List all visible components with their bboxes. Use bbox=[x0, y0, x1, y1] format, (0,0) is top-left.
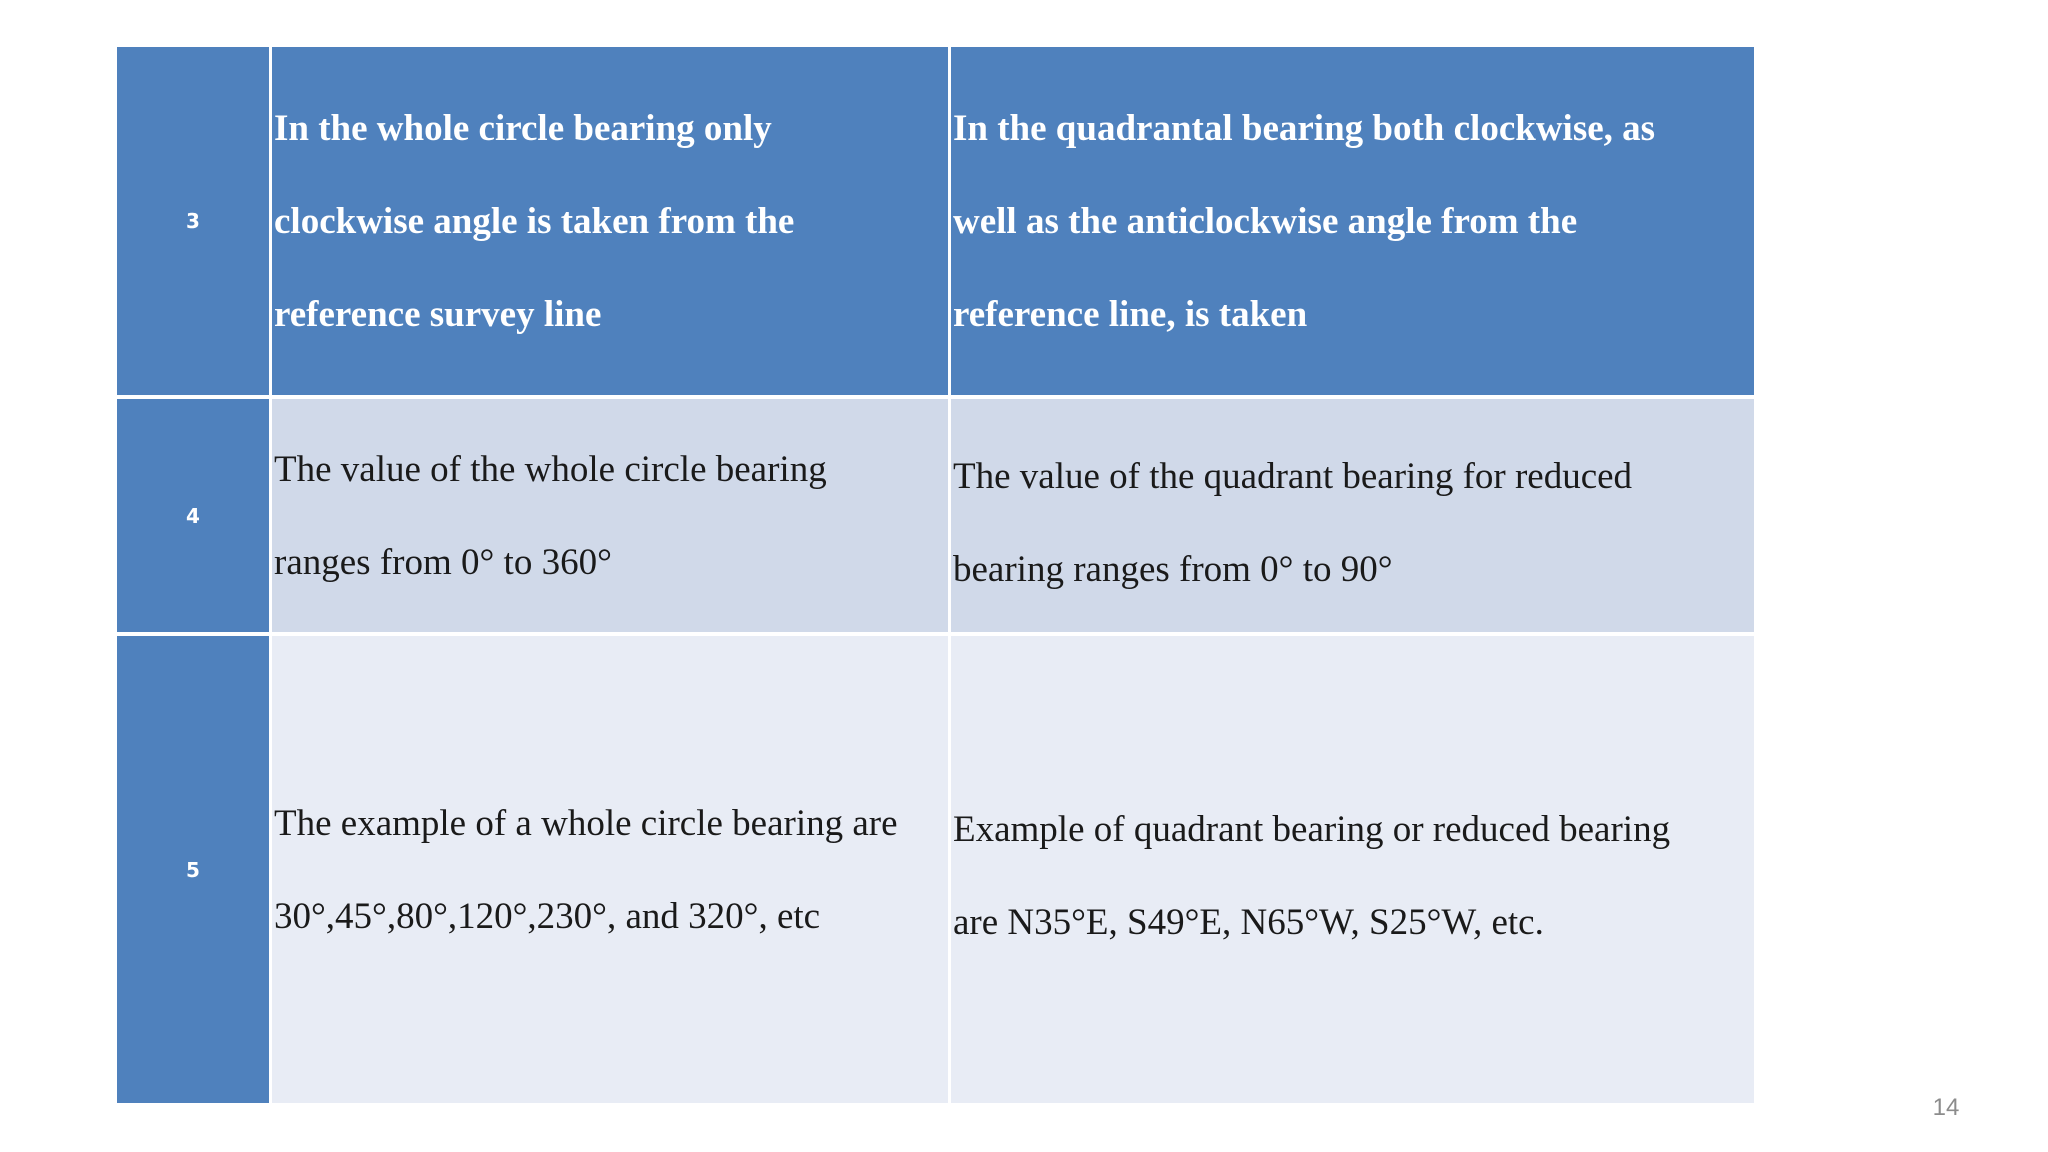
quadrantal-bearing-cell bbox=[951, 399, 1754, 632]
text-line: The example of a whole circle bearing are bbox=[274, 802, 898, 844]
cell-text bbox=[953, 783, 1670, 969]
text-line: clockwise angle is taken from the bbox=[274, 200, 795, 242]
text-line: In the whole circle bearing only bbox=[274, 107, 772, 149]
text-line: The value of the whole circle bearing bbox=[274, 448, 827, 490]
row-number: 4 bbox=[186, 503, 200, 528]
page-number: 14 bbox=[1932, 1094, 1960, 1121]
quadrantal-bearing-cell bbox=[951, 47, 1754, 395]
cell-text bbox=[953, 82, 1655, 361]
text-line: well as the anticlockwise angle from the bbox=[953, 200, 1578, 242]
quadrantal-bearing-cell bbox=[951, 636, 1754, 1103]
whole-circle-bearing-cell bbox=[272, 636, 948, 1103]
comparison-table bbox=[117, 47, 1754, 1103]
text-line: Example of quadrant bearing or reduced bearing bbox=[953, 808, 1671, 850]
row-number-cell bbox=[117, 636, 269, 1103]
whole-circle-bearing-cell bbox=[272, 399, 948, 632]
text-line: 30°,45°,80°,120°,230°, and 320°, etc bbox=[274, 895, 821, 937]
cell-text bbox=[274, 82, 794, 361]
text-line: The value of the quadrant bearing for reduced bbox=[953, 455, 1633, 497]
text-line: are N35°E, S49°E, N65°W, S25°W, etc. bbox=[953, 901, 1544, 943]
text-line: bearing ranges from 0° to 90° bbox=[953, 548, 1393, 590]
row-number: 3 bbox=[186, 209, 200, 233]
text-line: reference line, is taken bbox=[953, 293, 1308, 335]
row-number: 5 bbox=[186, 857, 200, 882]
cell-text bbox=[274, 423, 827, 609]
text-line: reference survey line bbox=[274, 293, 602, 335]
cell-text bbox=[274, 777, 898, 963]
text-line: ranges from 0° to 360° bbox=[274, 541, 612, 583]
whole-circle-bearing-cell bbox=[272, 47, 948, 395]
row-number-cell bbox=[117, 47, 269, 395]
cell-text bbox=[953, 430, 1632, 616]
text-line: In the quadrantal bearing both clockwise, as bbox=[953, 107, 1656, 149]
row-number-cell bbox=[117, 399, 269, 632]
